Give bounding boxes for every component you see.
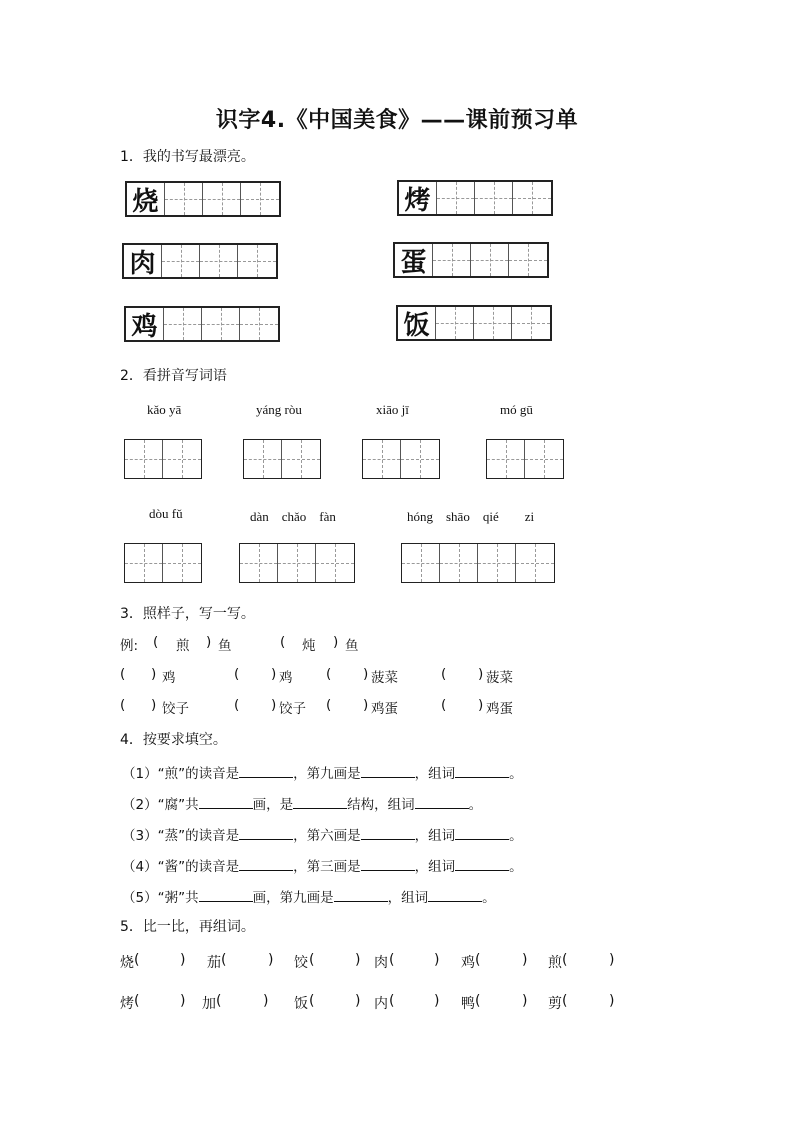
paren-close: ) xyxy=(271,697,277,713)
q4-heading: 4．按要求填空。 xyxy=(120,732,227,748)
paren-open: ( xyxy=(280,634,286,650)
paren-open: ( xyxy=(153,634,159,650)
pinyin-label: mó gū xyxy=(500,402,533,417)
model-char: 鸡 xyxy=(126,308,164,340)
paren-close: ) xyxy=(434,993,440,1009)
model-char: 肉 xyxy=(124,245,162,277)
paren-close: ) xyxy=(180,993,186,1009)
answer-blank[interactable] xyxy=(455,827,509,840)
writing-grid-ji[interactable] xyxy=(124,306,280,342)
pinyin-label: dòu fǔ xyxy=(149,506,183,521)
q3-word: 鸡蛋 xyxy=(371,701,398,717)
example-tail: 鱼 xyxy=(218,638,232,654)
paren-close: ) xyxy=(180,952,186,968)
model-char: 烧 xyxy=(127,183,165,215)
answer-grid-2[interactable] xyxy=(124,543,202,583)
answer-grid-4[interactable] xyxy=(401,543,555,583)
answer-grid-2[interactable] xyxy=(243,439,321,479)
q4-item-2: （2）“腐”共 画，是 结构，组词 。 xyxy=(122,797,483,813)
compare-char: 内 xyxy=(374,996,388,1012)
paren-open: ( xyxy=(441,697,447,713)
writing-grid-shao[interactable] xyxy=(125,181,281,217)
example-fill: 炖 xyxy=(302,638,316,654)
answer-blank[interactable] xyxy=(239,765,293,778)
paren-open: ( xyxy=(216,993,222,1009)
compare-char: 烧 xyxy=(120,955,134,971)
paren-open: ( xyxy=(562,993,568,1009)
answer-grid-2[interactable] xyxy=(486,439,564,479)
answer-blank[interactable] xyxy=(361,827,415,840)
compare-char: 烤 xyxy=(120,996,134,1012)
q3-heading: 3．照样子，写一写。 xyxy=(120,606,255,622)
paren-close: ) xyxy=(333,634,339,650)
answer-grid-2[interactable] xyxy=(362,439,440,479)
answer-grid-3[interactable] xyxy=(239,543,355,583)
q4-item-4: （4）“酱”的读音是 ，第三画是 ，组词 。 xyxy=(122,859,523,875)
writing-grid-rou[interactable] xyxy=(122,243,278,279)
paren-open: ( xyxy=(326,666,332,682)
paren-close: ) xyxy=(522,952,528,968)
q3-word: 鸡蛋 xyxy=(486,701,513,717)
page-title: 识字4.《中国美食》——课前预习单 xyxy=(215,108,579,133)
model-char: 烤 xyxy=(399,182,437,214)
model-char: 蛋 xyxy=(395,244,433,276)
compare-char: 加 xyxy=(202,996,216,1012)
answer-blank[interactable] xyxy=(361,858,415,871)
paren-close: ) xyxy=(363,666,369,682)
paren-close: ) xyxy=(206,634,212,650)
example-tail: 鱼 xyxy=(345,638,359,654)
q2-heading: 2．看拼音写词语 xyxy=(120,368,227,384)
paren-close: ) xyxy=(355,952,361,968)
writing-grid-dan[interactable] xyxy=(393,242,549,278)
q3-word: 菠菜 xyxy=(371,670,398,686)
paren-close: ) xyxy=(268,952,274,968)
paren-open: ( xyxy=(326,697,332,713)
compare-char: 鸡 xyxy=(461,955,475,971)
paren-open: ( xyxy=(562,952,568,968)
answer-blank[interactable] xyxy=(334,889,388,902)
answer-blank[interactable] xyxy=(199,889,253,902)
paren-open: ( xyxy=(441,666,447,682)
paren-close: ) xyxy=(271,666,277,682)
pinyin-label: yáng ròu xyxy=(256,402,302,417)
q3-word: 饺子 xyxy=(279,701,306,717)
compare-char: 剪 xyxy=(548,996,562,1012)
q3-word: 饺子 xyxy=(162,701,189,717)
pinyin-label: xiāo jī xyxy=(376,402,409,417)
paren-open: ( xyxy=(475,993,481,1009)
paren-open: ( xyxy=(389,952,395,968)
paren-open: ( xyxy=(134,993,140,1009)
paren-close: ) xyxy=(151,666,157,682)
compare-char: 鸭 xyxy=(461,996,475,1012)
q4-item-1: （1）“煎”的读音是 ，第九画是 ，组词 。 xyxy=(122,766,523,782)
paren-close: ) xyxy=(478,697,484,713)
q3-word: 菠菜 xyxy=(486,670,513,686)
paren-close: ) xyxy=(263,993,269,1009)
answer-blank[interactable] xyxy=(455,765,509,778)
q1-heading: 1．我的书写最漂亮。 xyxy=(120,149,255,165)
model-char: 饭 xyxy=(398,307,436,339)
answer-blank[interactable] xyxy=(428,889,482,902)
compare-char: 饭 xyxy=(294,996,308,1012)
answer-grid-2[interactable] xyxy=(124,439,202,479)
compare-char: 饺 xyxy=(294,955,308,971)
paren-open: ( xyxy=(120,697,126,713)
paren-close: ) xyxy=(609,993,615,1009)
q4-item-5: （5）“粥”共 画，第九画是 ，组词 。 xyxy=(122,890,496,906)
paren-open: ( xyxy=(234,666,240,682)
pinyin-label: hóng shāo qié zi xyxy=(407,509,535,524)
answer-blank[interactable] xyxy=(239,827,293,840)
q3-word: 鸡 xyxy=(279,670,293,686)
answer-blank[interactable] xyxy=(415,796,469,809)
paren-open: ( xyxy=(221,952,227,968)
answer-blank[interactable] xyxy=(239,858,293,871)
paren-open: ( xyxy=(134,952,140,968)
paren-close: ) xyxy=(355,993,361,1009)
paren-close: ) xyxy=(434,952,440,968)
answer-blank[interactable] xyxy=(455,858,509,871)
paren-close: ) xyxy=(151,697,157,713)
compare-char: 煎 xyxy=(548,955,562,971)
paren-open: ( xyxy=(475,952,481,968)
paren-close: ) xyxy=(478,666,484,682)
answer-blank[interactable] xyxy=(293,796,347,809)
pinyin-label: dàn chǎo fàn xyxy=(250,509,336,524)
paren-close: ) xyxy=(363,697,369,713)
q5-heading: 5．比一比，再组词。 xyxy=(120,919,255,935)
paren-open: ( xyxy=(120,666,126,682)
q3-example-label: 例: xyxy=(120,638,139,654)
writing-grid-fan[interactable] xyxy=(396,305,552,341)
example-fill: 煎 xyxy=(176,638,190,654)
paren-close: ) xyxy=(609,952,615,968)
answer-blank[interactable] xyxy=(361,765,415,778)
answer-blank[interactable] xyxy=(199,796,253,809)
pinyin-label: kǎo yā xyxy=(147,402,182,417)
compare-char: 茄 xyxy=(207,955,221,971)
paren-close: ) xyxy=(522,993,528,1009)
writing-grid-kao[interactable] xyxy=(397,180,553,216)
compare-char: 肉 xyxy=(374,955,388,971)
q3-word: 鸡 xyxy=(162,670,176,686)
paren-open: ( xyxy=(309,952,315,968)
paren-open: ( xyxy=(389,993,395,1009)
q4-item-3: （3）“蒸”的读音是 ，第六画是 ，组词 。 xyxy=(122,828,523,844)
paren-open: ( xyxy=(234,697,240,713)
paren-open: ( xyxy=(309,993,315,1009)
